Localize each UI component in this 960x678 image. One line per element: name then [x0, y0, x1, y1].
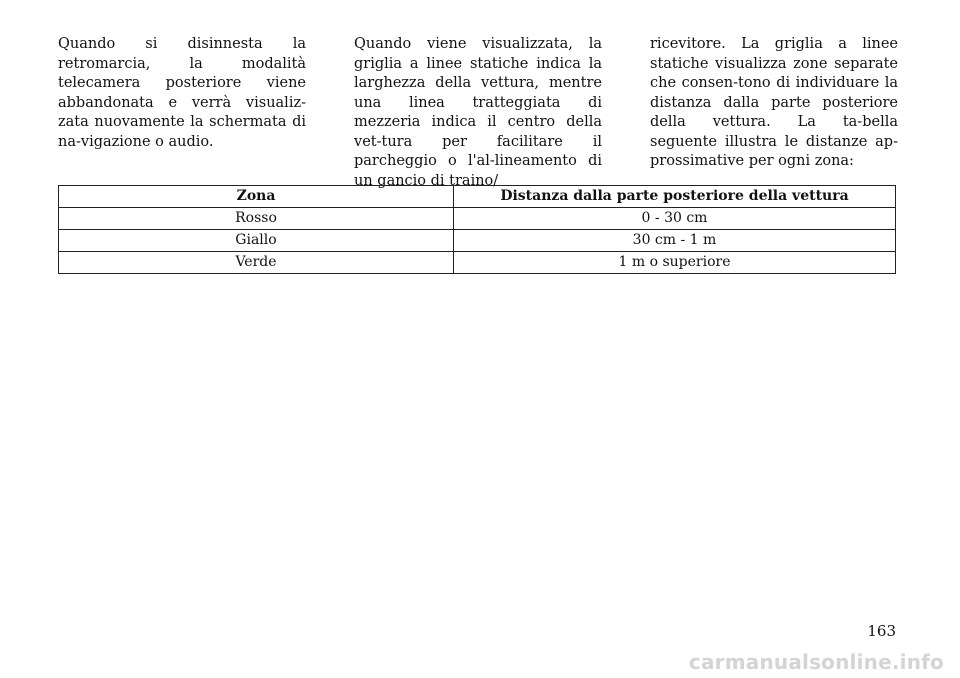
distance-cell: 1 m o superiore: [454, 252, 896, 274]
paragraph: Quando viene visualizzata, la griglia a linee statiche indica la larghezza della vettura, mentre una linea tratteggiata di mezzeria indica il centro della vet-tura per facilitare il parcheggio o l'al-lineamento di un gancio di traino/: [354, 36, 602, 189]
zone-cell: Giallo: [59, 230, 454, 252]
paragraph: Quando si disinnesta la retromarcia, la modalità telecamera posteriore viene abbandonata e verrà visualiz-zata nuovamente la schermata di na-vigazione o audio.: [58, 36, 306, 150]
table-row: [59, 252, 896, 274]
page-number: 163: [867, 622, 896, 640]
text-column-1: [58, 35, 306, 191]
column-header-zone: Zona: [59, 186, 454, 208]
watermark: carmanualsonline.info: [688, 650, 944, 674]
distance-cell: 30 cm - 1 m: [454, 230, 896, 252]
distance-zones-table: [58, 185, 896, 274]
text-columns: [58, 35, 898, 191]
zone-cell: Verde: [59, 252, 454, 274]
table-row: [59, 230, 896, 252]
distance-cell: 0 - 30 cm: [454, 208, 896, 230]
text-column-3: [650, 35, 898, 191]
zone-cell: Rosso: [59, 208, 454, 230]
table-row: [59, 208, 896, 230]
text-column-2: [354, 35, 602, 191]
paragraph: ricevitore. La griglia a linee statiche visualizza zone separate che consen-tono di individuare la distanza dalla parte posteriore della vettura. La ta-bella seguente illustra le distanze ap-prossimative per ogni zona:: [650, 36, 898, 169]
column-header-distance: Distanza dalla parte posteriore della vettura: [454, 186, 896, 208]
table-header-row: [59, 186, 896, 208]
